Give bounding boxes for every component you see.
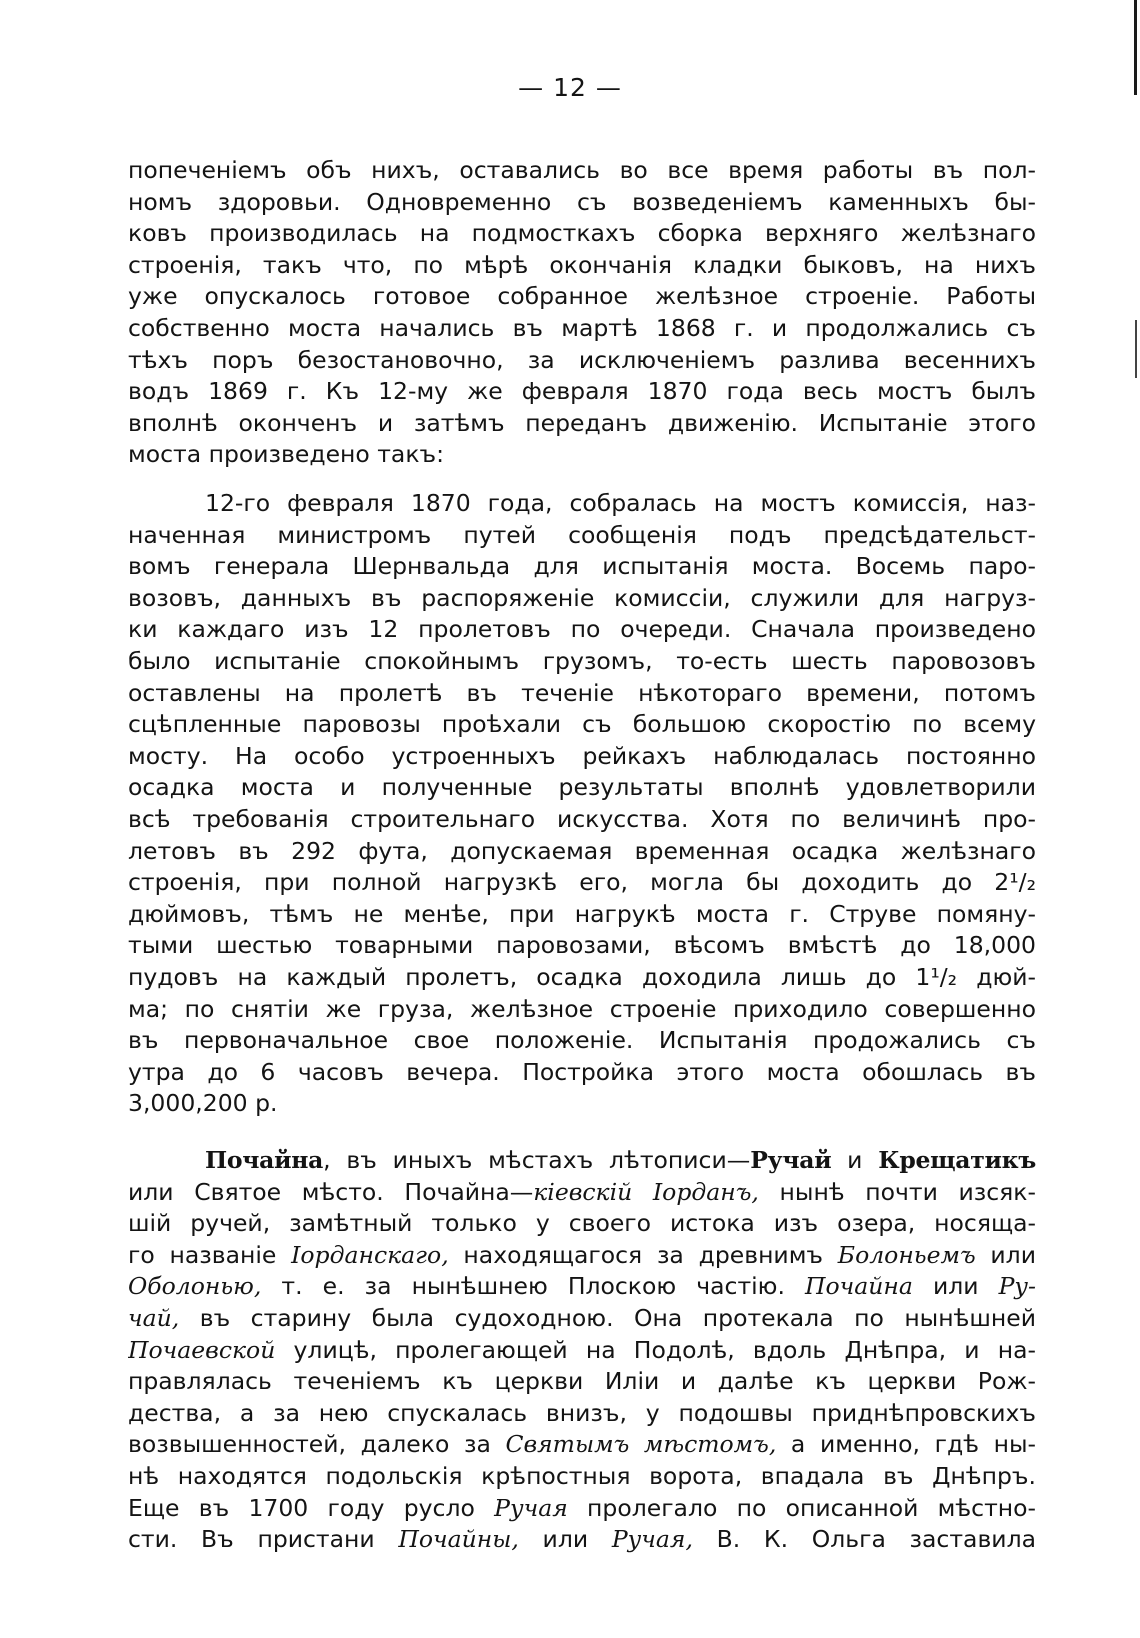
text-line: 3,000,200 р. — [128, 1089, 278, 1118]
italic-term: Іорданскаго, — [291, 1240, 449, 1269]
page-number: — 12 — — [518, 73, 622, 102]
text-run: или — [912, 1272, 999, 1301]
paragraph-pochaina — [128, 1145, 1036, 1556]
text-line — [128, 1303, 1036, 1335]
italic-term: Святымъ мѣстомъ, — [505, 1430, 777, 1459]
text-line: собственно моста начались въ мартѣ 1868 г. и продолжались съ — [128, 313, 1036, 342]
text-line — [128, 1335, 1036, 1367]
paragraph-bridge-construction — [128, 155, 1036, 471]
text-line: всѣ требованія строительнаго искусства. Хотя по величинѣ про- — [128, 804, 1036, 833]
text-run: а именно, гдѣ ны- — [776, 1430, 1036, 1459]
italic-term: Ру- — [998, 1272, 1036, 1301]
text-line: возовъ, данныхъ въ распоряженіе комиссіи, служили для нагруз- — [128, 583, 1036, 612]
text-run: или — [975, 1240, 1036, 1269]
text-line — [128, 1145, 1036, 1177]
text-line: было испытаніе спокойнымъ грузомъ, то-есть шесть паровозовъ — [128, 646, 1036, 675]
text-line: вполнѣ оконченъ и затѣмъ переданъ движенію. Испытаніе этого — [128, 408, 1036, 437]
text-line: уже опускалось готовое собранное желѣзное строеніе. Работы — [128, 282, 1036, 311]
text-line: правлялась теченіемъ къ церкви Иліи и далѣе къ церкви Рож- — [128, 1367, 1036, 1396]
text-line: водъ 1869 г. Къ 12-му же февраля 1870 года весь мостъ былъ — [128, 377, 1036, 406]
text-line: наченная министромъ путей сообщенія подъ предсѣдательст- — [128, 520, 1036, 549]
italic-term: Ручая — [494, 1493, 568, 1522]
text-line — [128, 1493, 1036, 1525]
italic-term: Почайна — [804, 1272, 913, 1301]
text-run: В. К. Ольга заставила — [692, 1525, 1036, 1554]
text-line: въ первоначальное свое положеніе. Испытанія продожались съ — [128, 1026, 1036, 1055]
text-line: дюймовъ, тѣмъ не менѣе, при нагрукѣ моста г. Струве помяну- — [128, 899, 1036, 928]
text-line: летовъ въ 292 фута, допускаемая временная осадка желѣзнаго — [128, 836, 1036, 865]
text-run: улицѣ, пролегающей на Подолѣ, вдоль Днѣпра, и на- — [275, 1335, 1036, 1364]
text-line — [128, 1177, 1036, 1209]
heading-term-ruchai: Ручай — [750, 1146, 832, 1174]
text-line: утра до 6 часовъ вечера. Постройка этого моста обошлась въ — [128, 1057, 1036, 1086]
text-line: тыми шестью товарными паровозами, вѣсомъ вмѣстѣ до 18,000 — [128, 931, 1036, 960]
text-line: 12-го февраля 1870 года, собралась на мостъ комиссія, наз- — [205, 489, 1036, 517]
text-line — [128, 1271, 1036, 1303]
text-line — [128, 1524, 1036, 1556]
text-run: или — [518, 1525, 612, 1554]
text-run: возвышенностей, далеко за — [128, 1430, 506, 1459]
text-run: пролегало по описанной мѣстно- — [567, 1493, 1036, 1522]
text-run: сти. Въ пристани — [128, 1525, 399, 1554]
text-line: сцѣпленные паровозы проѣхали съ большою скоростію по всему — [128, 710, 1036, 739]
scan-edge-mark — [1135, 320, 1137, 378]
italic-term: Ручая, — [611, 1525, 693, 1554]
text-run: и — [831, 1146, 879, 1174]
heading-term-kreshchatik: Крещатикъ — [878, 1146, 1036, 1174]
text-line: строенія, такъ что, по мѣрѣ окончанія кладки быковъ, на нихъ — [128, 250, 1036, 279]
paragraph-bridge-testing — [128, 488, 1036, 1120]
text-run: находящагося за древнимъ — [448, 1240, 838, 1269]
text-run: Еще въ 1700 году русло — [128, 1493, 495, 1522]
text-line: тѣхъ поръ безостановочно, за исключеніемъ разлива весеннихъ — [128, 345, 1036, 374]
text-line: попеченіемъ объ нихъ, оставались во все время работы въ пол- — [128, 156, 1036, 184]
text-line: строенія, при полной нагрузкѣ его, могла бы доходить до 2¹/₂ — [128, 868, 1036, 897]
text-run: , въ иныхъ мѣстахъ лѣтописи— — [323, 1146, 751, 1174]
text-line: оставлены на пролетѣ въ теченіе нѣкотораго времени, потомъ — [128, 678, 1036, 707]
text-line: ковъ производилась на подмосткахъ сборка верхняго желѣзнаго — [128, 219, 1036, 248]
italic-term: кіевскій Іорданъ, — [533, 1177, 759, 1206]
italic-term: Почайны, — [398, 1525, 519, 1554]
text-line: моста произведено такъ: — [128, 440, 445, 469]
text-run: въ старину была судоходною. Она протекала по нынѣшней — [179, 1303, 1036, 1332]
text-line — [128, 1429, 1036, 1461]
italic-term: Болоньемъ — [837, 1240, 976, 1269]
text-line: мосту. На особо устроенныхъ рейкахъ наблюдалась постоянно — [128, 741, 1036, 770]
text-line: дества, а за нею спускалась внизъ, у подошвы приднѣпровскихъ — [128, 1398, 1036, 1427]
text-line: шій ручей, замѣтный только у своего истока изъ озера, носяща- — [128, 1209, 1036, 1238]
text-line: вомъ генерала Шернвальда для испытанія моста. Восемь паро- — [128, 552, 1036, 581]
text-run: го названіе — [128, 1240, 292, 1269]
text-line — [128, 1240, 1036, 1272]
text-line: номъ здоровьи. Одновременно съ возведеніемъ каменныхъ бы- — [128, 187, 1036, 216]
text-line: ки каждаго изъ 12 пролетовъ по очереди. Сначала произведено — [128, 615, 1036, 644]
text-line: ма; по снятіи же груза, желѣзное строеніе приходило совершенно — [128, 994, 1036, 1023]
italic-term: чай, — [128, 1303, 180, 1332]
text-run: т. е. за нынѣшнею Плоскою частію. — [261, 1272, 805, 1301]
italic-term: Почаевской — [128, 1335, 276, 1364]
heading-term-pochaina: Почайна — [205, 1146, 324, 1174]
italic-term: Оболонью, — [128, 1272, 262, 1301]
text-run: или Святое мѣсто. Почайна— — [128, 1177, 534, 1206]
text-run: нынѣ почти изсяк- — [758, 1177, 1036, 1206]
text-line: нѣ находятся подольскія крѣпостныя ворота, впадала въ Днѣпръ. — [128, 1461, 1036, 1490]
text-line: осадка моста и полученные результаты вполнѣ удовлетворили — [128, 773, 1036, 802]
text-line: пудовъ на каждый пролетъ, осадка доходила лишь до 1¹/₂ дюй- — [128, 962, 1036, 991]
